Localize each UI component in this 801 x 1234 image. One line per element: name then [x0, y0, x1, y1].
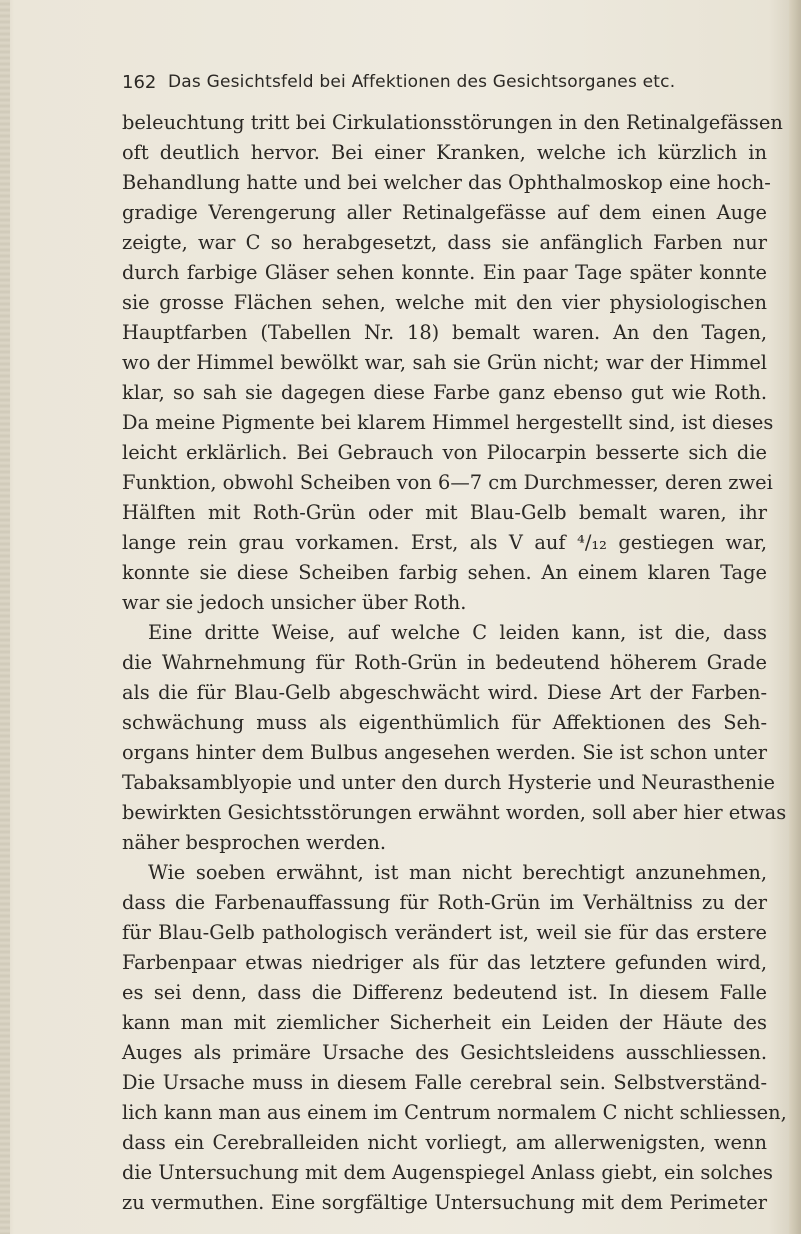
text-line: lange rein grau vorkamen. Erst, als V auf ⁴/₁₂ gestiegen war,	[122, 531, 767, 554]
text-line: Hälften mit Roth-Grün oder mit Blau-Gelb bemalt waren, ihr	[122, 501, 767, 524]
text-line: Hauptfarben (Tabellen Nr. 18) bemalt waren. An den Tagen,	[122, 321, 767, 344]
text-line: die Untersuchung mit dem Augenspiegel Anlass giebt, ein solches	[122, 1161, 773, 1184]
text-line: gradige Verengerung aller Retinalgefässe auf dem einen Auge	[122, 201, 767, 224]
text-line: war sie jedoch unsicher über Roth.	[122, 591, 467, 614]
text-line: Behandlung hatte und bei welcher das Ophthalmoskop eine hoch-	[122, 171, 771, 194]
text-line: beleuchtung tritt bei Cirkulationsstörungen in den Retinalgefässen	[122, 111, 783, 134]
text-line: leicht erklärlich. Bei Gebrauch von Pilocarpin besserte sich die	[122, 441, 767, 464]
page-left-edge	[0, 0, 10, 1234]
text-line: Tabaksamblyopie und unter den durch Hysterie und Neurasthenie	[122, 771, 775, 794]
text-line: Wie soeben erwähnt, ist man nicht berechtigt anzunehmen,	[148, 861, 767, 884]
text-line: dass die Farbenauffassung für Roth-Grün im Verhältniss zu der	[122, 891, 767, 914]
text-line: Farbenpaar etwas niedriger als für das letztere gefunden wird,	[122, 951, 767, 974]
text-line: kann man mit ziemlicher Sicherheit ein Leiden der Häute des	[122, 1011, 767, 1034]
text-line: Eine dritte Weise, auf welche C leiden kann, ist die, dass	[148, 621, 767, 644]
text-line: bewirkten Gesichtsstörungen erwähnt worden, soll aber hier etwas	[122, 801, 787, 824]
text-line: klar, so sah sie dagegen diese Farbe ganz ebenso gut wie Roth.	[122, 381, 767, 404]
text-line: durch farbige Gläser sehen konnte. Ein paar Tage später konnte	[122, 261, 767, 284]
page-right-edge	[789, 0, 801, 1234]
text-line: Da meine Pigmente bei klarem Himmel hergestellt sind, ist dieses	[122, 411, 774, 434]
text-line: konnte sie diese Scheiben farbig sehen. An einem klaren Tage	[122, 561, 767, 584]
text-line: als die für Blau-Gelb abgeschwächt wird. Diese Art der Farben-	[122, 681, 767, 704]
text-line: lich kann man aus einem im Centrum normalem C nicht schliessen,	[122, 1101, 787, 1124]
text-line: sie grosse Flächen sehen, welche mit den vier physiologischen	[122, 291, 767, 314]
page-header	[122, 72, 762, 98]
text-line: die Wahrnehmung für Roth-Grün in bedeutend höherem Grade	[122, 651, 767, 674]
text-line: Funktion, obwohl Scheiben von 6—7 cm Durchmesser, deren zwei	[122, 471, 773, 494]
text-line: Die Ursache muss in diesem Falle cerebral sein. Selbstverständ-	[122, 1071, 767, 1094]
text-line: für Blau-Gelb pathologisch verändert ist, weil sie für das erstere	[122, 921, 767, 944]
text-line: zu vermuthen. Eine sorgfältige Untersuchung mit dem Perimeter	[122, 1191, 767, 1214]
page-number: 162	[122, 72, 157, 93]
text-line: näher besprochen werden.	[122, 831, 386, 854]
text-line: wo der Himmel bewölkt war, sah sie Grün nicht; war der Himmel	[122, 351, 767, 374]
text-line: oft deutlich hervor. Bei einer Kranken, welche ich kürzlich in	[122, 141, 767, 164]
text-line: Auges als primäre Ursache des Gesichtsleidens ausschliessen.	[122, 1041, 767, 1064]
text-line: schwächung muss als eigenthümlich für Affektionen des Seh-	[122, 711, 767, 734]
text-line: dass ein Cerebralleiden nicht vorliegt, am allerwenigsten, wenn	[122, 1131, 767, 1154]
text-line: zeigte, war C so herabgesetzt, dass sie anfänglich Farben nur	[122, 231, 767, 254]
text-line: es sei denn, dass die Differenz bedeutend ist. In diesem Falle	[122, 981, 767, 1004]
body-text	[122, 108, 787, 1218]
running-title: Das Gesichtsfeld bei Affektionen des Gesichtsorganes etc.	[168, 72, 676, 92]
text-line: organs hinter dem Bulbus angesehen werden. Sie ist schon unter	[122, 741, 767, 764]
